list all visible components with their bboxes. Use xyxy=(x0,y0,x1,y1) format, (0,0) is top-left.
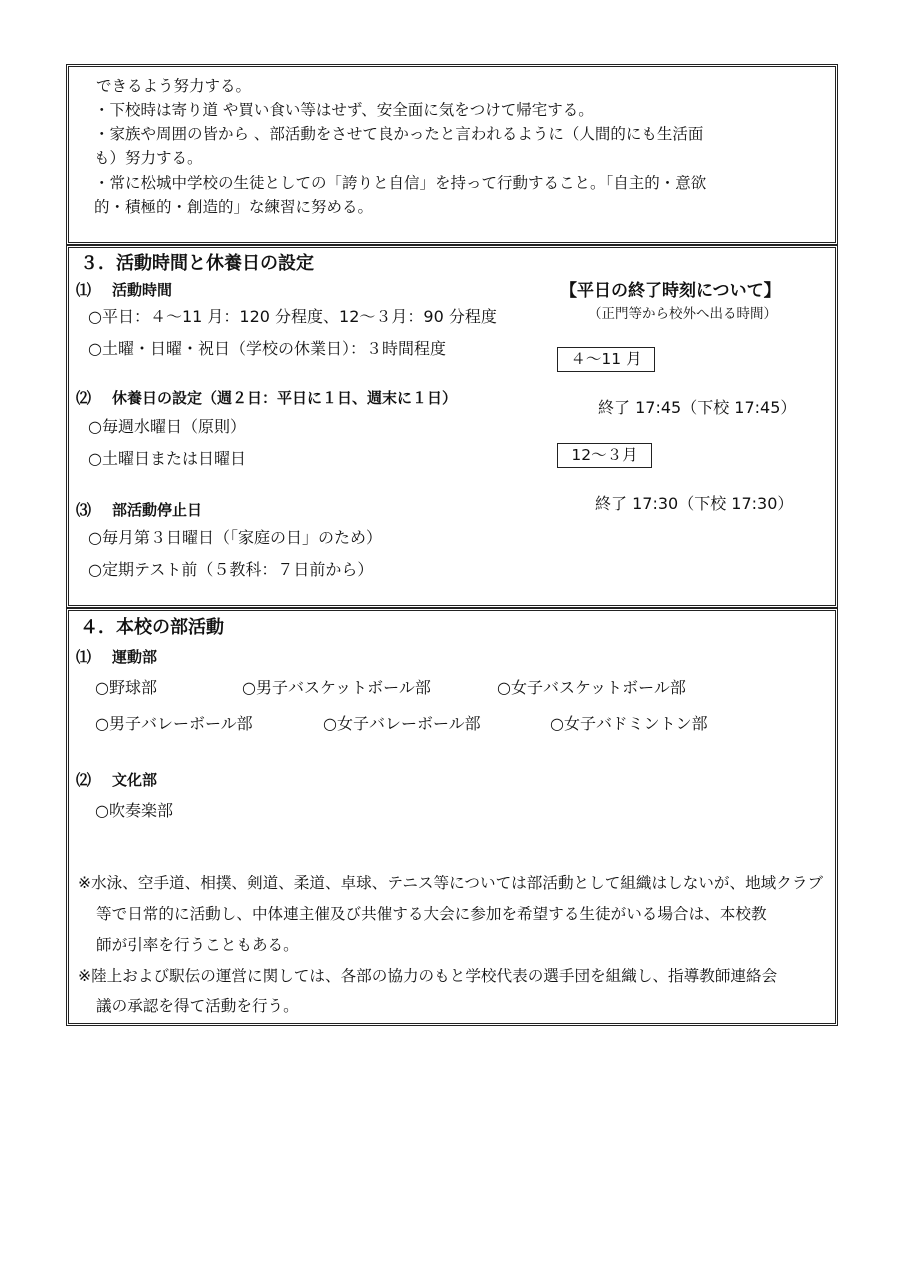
section3-item1b: ○土曜・日曜・祝日（学校の休業日）：３時間程度 xyxy=(88,339,446,358)
section3-sub2-num: ⑵ xyxy=(76,389,92,407)
section3-sub2-title: 休養日の設定（週２日：平日に１日、週末に１日） xyxy=(112,389,458,407)
period-dec-mar-badge: 12～３月 xyxy=(557,443,652,468)
sport-baseball: ○野球部 xyxy=(95,678,157,697)
section3-sub1-num: ⑴ xyxy=(76,281,92,299)
section4-heading: ４．本校の部活動 xyxy=(80,617,224,638)
culture-brass-band: ○吹奏楽部 xyxy=(95,801,173,820)
section3-item2a: ○毎週水曜日（原則） xyxy=(88,417,246,436)
top-line-2: ・下校時は寄り道 や買い食い等はせず、安全面に気をつけて帰宅する。 xyxy=(94,101,594,119)
sport-boys-volleyball: ○男子バレーボール部 xyxy=(95,714,253,733)
sport-girls-badminton: ○女子バドミントン部 xyxy=(550,714,708,733)
note-line-5: 議の承認を得て活動を行う。 xyxy=(96,997,299,1015)
section4-sub1-title: 運動部 xyxy=(112,648,158,666)
sport-girls-volleyball: ○女子バレーボール部 xyxy=(323,714,481,733)
section3-sub3-title: 部活動停止日 xyxy=(112,501,203,519)
section3-heading: ３．活動時間と休養日の設定 xyxy=(80,253,314,274)
note-line-4: ※陸上および駅伝の運営に関しては、各部の協力のもと学校代表の選手団を組織し、指導教師連絡会 xyxy=(78,967,778,985)
note-line-2: 等で日常的に活動し、中体連主催及び共催する大会に参加を希望する生徒がいる場合は、本校教 xyxy=(96,905,767,923)
top-line-5: ・常に松城中学校の生徒としての「誇りと自信」を持って行動すること。「自主的・意欲 xyxy=(94,174,707,192)
period-apr-nov-badge: ４～11 月 xyxy=(557,347,655,372)
end-time-note: （正門等から校外へ出る時間） xyxy=(588,306,777,322)
end-time-title: 【平日の終了時刻について】 xyxy=(560,281,781,301)
top-line-3: ・家族や周囲の皆から 、部活動をさせて良かったと言われるように（人間的にも生活面 xyxy=(94,125,704,143)
end-time-dec-mar: 終了 17:30（下校 17:30） xyxy=(595,494,794,513)
section3-sub1-title: 活動時間 xyxy=(112,281,173,299)
note-line-3: 師が引率を行うこともある。 xyxy=(96,936,299,954)
note-line-1: ※水泳、空手道、相撲、剣道、柔道、卓球、テニス等については部活動として組織はしないが、地域クラブ xyxy=(78,874,824,892)
section4-sub2-title: 文化部 xyxy=(112,771,158,789)
sport-girls-basketball: ○女子バスケットボール部 xyxy=(497,678,686,697)
end-time-apr-nov: 終了 17:45（下校 17:45） xyxy=(598,398,797,417)
top-line-1: できるよう努力する。 xyxy=(96,77,252,95)
section4-sub2-num: ⑵ xyxy=(76,771,92,789)
section3-item1a: ○平日：４～11 月：120 分程度、12～３月：90 分程度 xyxy=(88,307,497,326)
section3-item3b: ○定期テスト前（５教科：７日前から） xyxy=(88,560,374,579)
section3-item2b: ○土曜日または日曜日 xyxy=(88,449,246,468)
section3-sub3-num: ⑶ xyxy=(76,501,92,519)
section4-box xyxy=(66,608,838,1026)
sport-boys-basketball: ○男子バスケットボール部 xyxy=(242,678,431,697)
section3-item3a: ○毎月第３日曜日（「家庭の日」のため） xyxy=(88,528,382,547)
top-line-6: 的・積極的・創造的」な練習に努める。 xyxy=(94,198,374,216)
top-line-4: も）努力する。 xyxy=(94,149,203,167)
section4-sub1-num: ⑴ xyxy=(76,648,92,666)
